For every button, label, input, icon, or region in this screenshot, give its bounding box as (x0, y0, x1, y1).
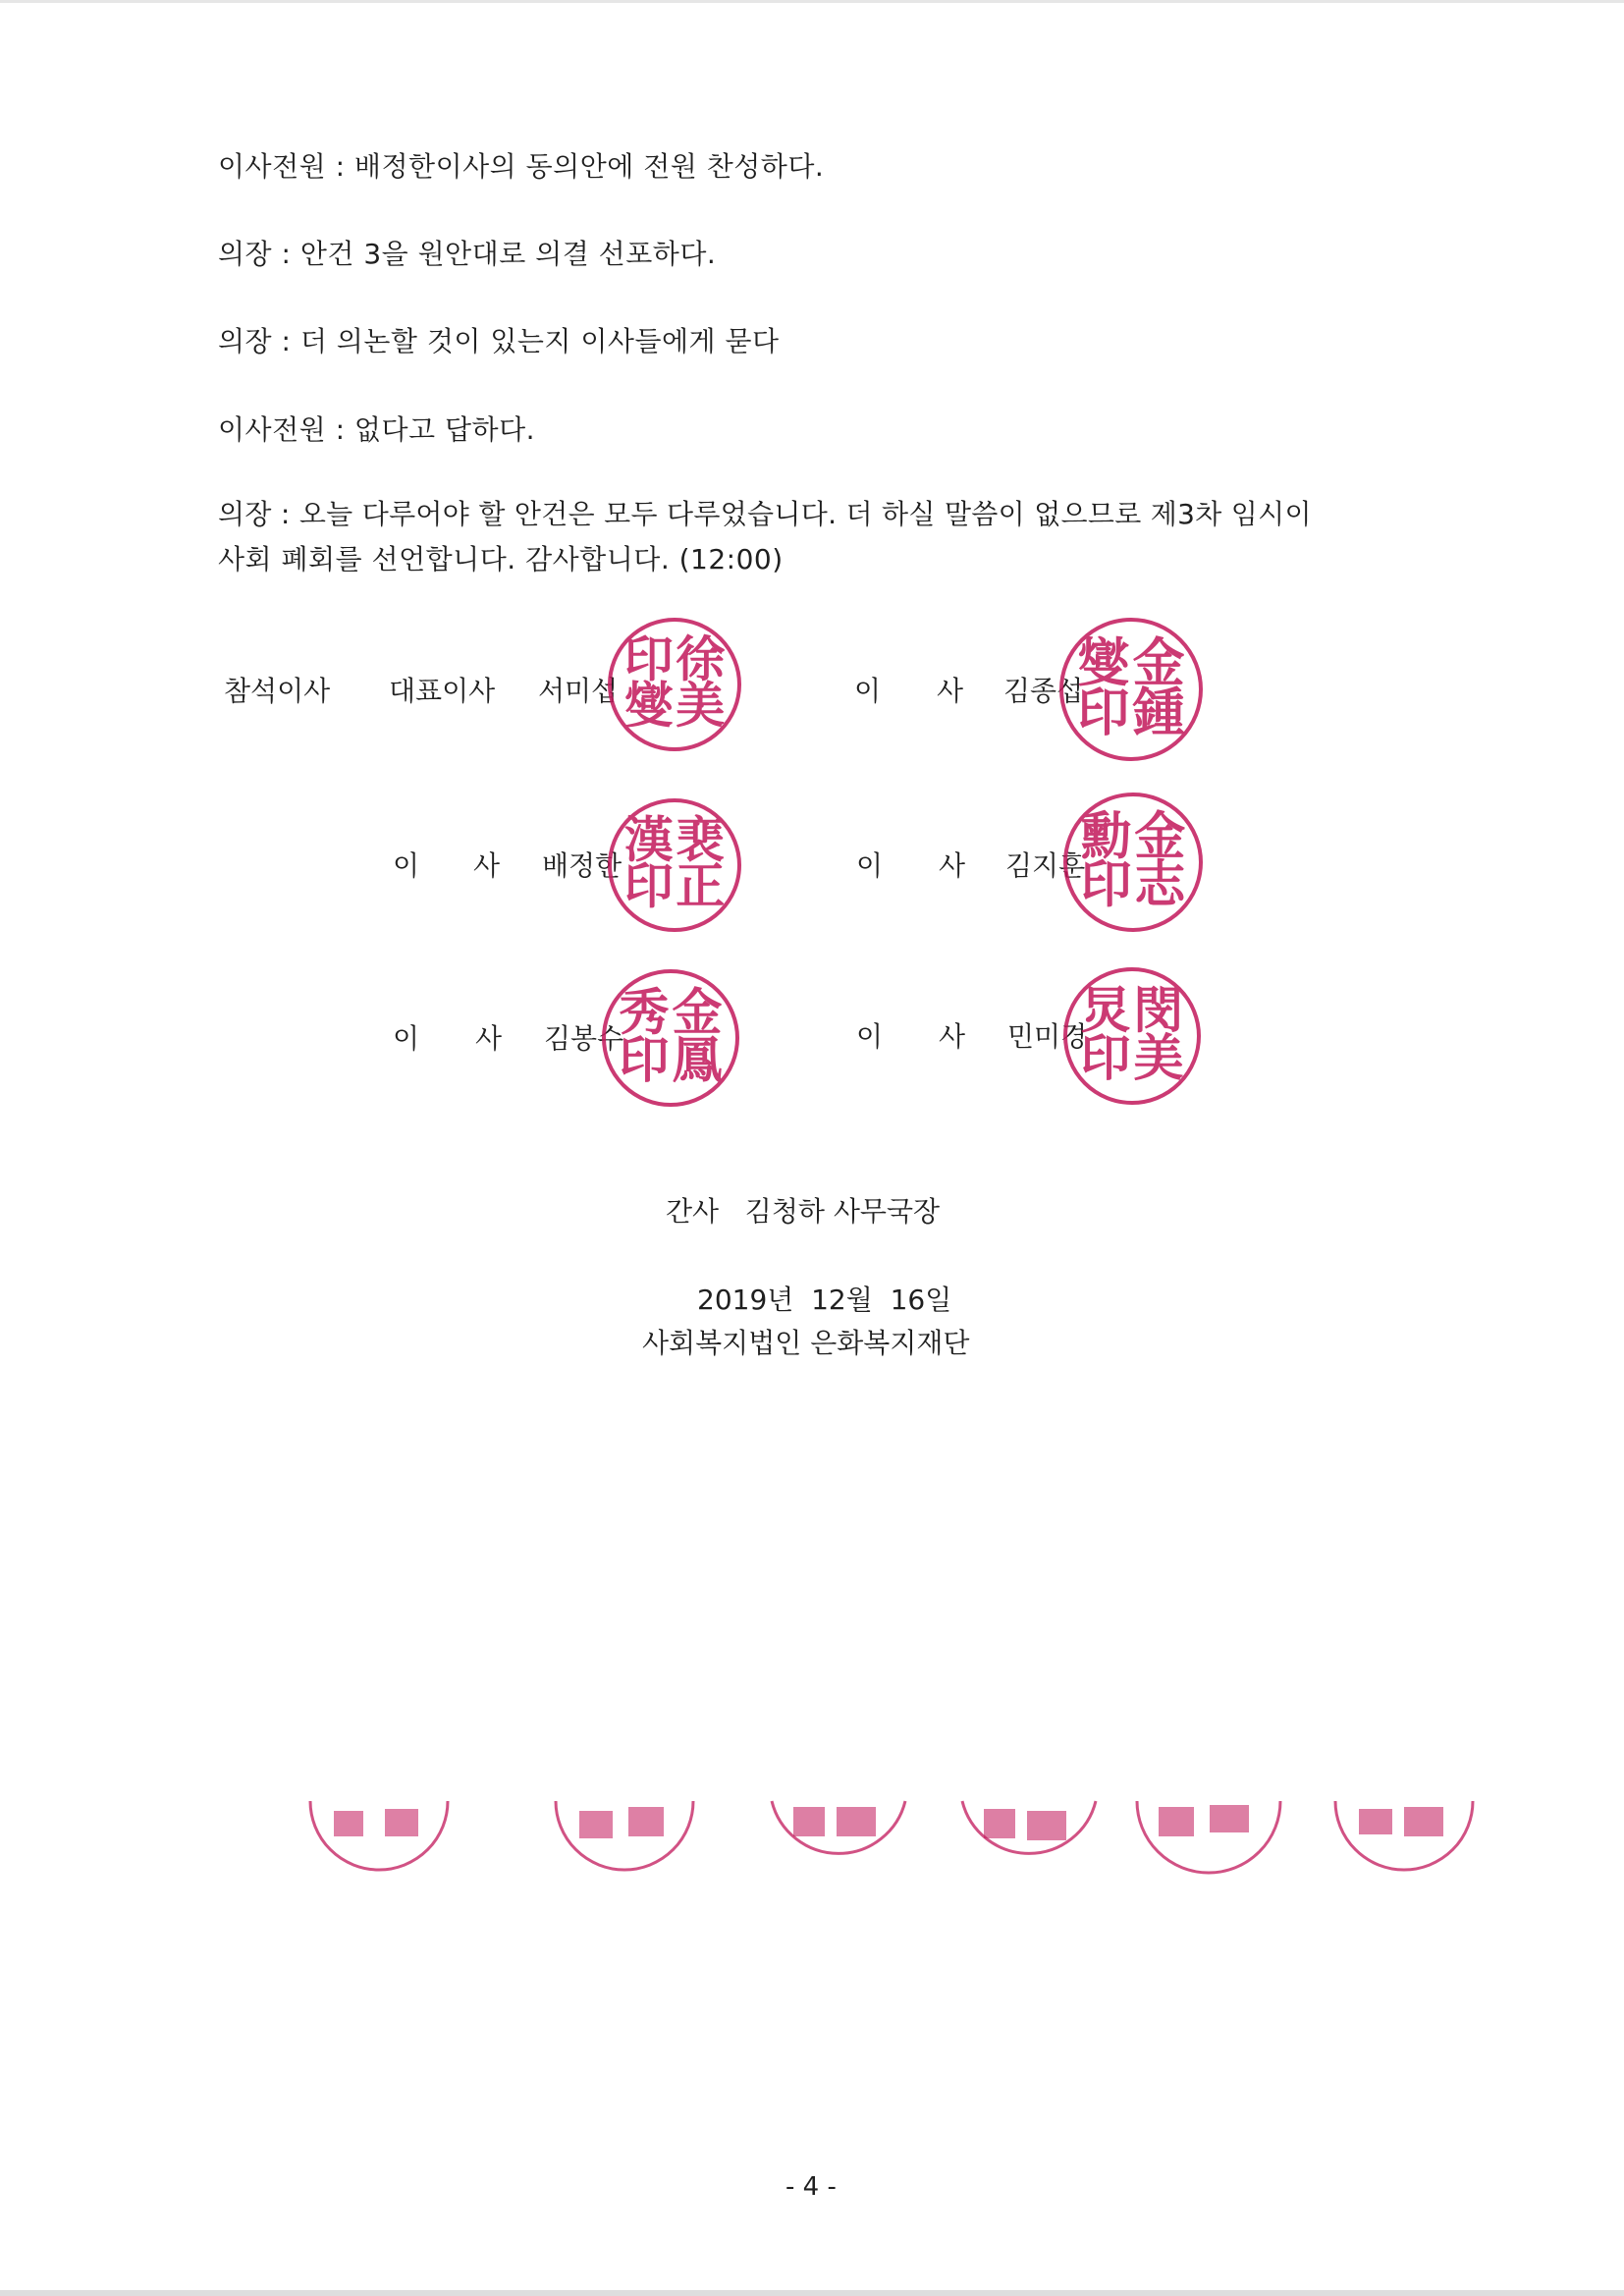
seal-graphic (1062, 792, 1204, 933)
attendee-title: 이 (856, 1020, 884, 1053)
seal-character: 裵 (676, 810, 726, 869)
attendee-title: 이 (854, 675, 882, 707)
scan-edge-bottom (0, 2290, 1624, 2296)
scan-edge-top (0, 0, 1624, 3)
seal-character: 燮 (1077, 632, 1130, 694)
minutes-line-3: 의장 : 더 의논할 것이 있는지 이사들에게 묻다 (218, 325, 780, 357)
seal-character: 美 (676, 676, 726, 735)
seal-graphic (1058, 617, 1204, 762)
seal-character: 閔 (1133, 981, 1184, 1041)
seal-character: 印 (623, 629, 674, 688)
attendee-name: 김봉수 (544, 1022, 624, 1055)
minutes-line-2: 의장 : 안건 3을 원안대로 의결 선포하다. (218, 238, 717, 270)
seal-character: 印 (619, 1030, 670, 1090)
seal-character: 燮 (623, 676, 674, 735)
attendee-name: 민미경 (1007, 1020, 1088, 1053)
secretary-line: 간사 김청하 사무국장 (666, 1195, 941, 1228)
attendee-name: 서미섭 (538, 675, 619, 707)
seal-graphic (1062, 966, 1202, 1106)
seal-stamp (1062, 792, 1204, 933)
seal-character: 徐 (676, 629, 726, 688)
seal-graphic (601, 968, 740, 1108)
seal-character: 美 (1133, 1028, 1184, 1088)
seal-character: 炅 (1080, 981, 1131, 1041)
seal-character: 漢 (623, 810, 674, 869)
seal-character: 印 (1080, 854, 1132, 915)
minutes-line-6: 사회 폐회를 선언합니다. 감사합니다. (12:00) (218, 543, 784, 575)
attendee-title: 사 (475, 1022, 503, 1055)
seal-character: 鍾 (1132, 682, 1185, 743)
seal-stamp (1058, 617, 1204, 762)
seal-character: 金 (1134, 806, 1186, 867)
attendee-name: 배정한 (542, 849, 623, 882)
seal-character: 金 (1132, 632, 1185, 694)
seal-character: 印 (1077, 682, 1130, 743)
attendee-title: 사 (939, 849, 966, 882)
seal-character: 志 (1134, 854, 1186, 915)
seal-character: 印 (623, 856, 674, 915)
partial-seal-strip-graphic (0, 1797, 1624, 1876)
attendee-title: 이 (856, 849, 884, 882)
seal-stamp (1062, 966, 1202, 1106)
seal-character: 鳳 (672, 1030, 723, 1090)
attendee-title: 사 (937, 675, 964, 707)
seal-stamp (607, 797, 742, 933)
attendee-title: 이 (393, 1022, 420, 1055)
seal-character: 勳 (1080, 806, 1132, 867)
seal-graphic (607, 797, 742, 933)
meeting-date: 2019년 12월 16일 (697, 1284, 952, 1316)
seal-character: 金 (672, 983, 723, 1043)
attendee-name: 김종섭 (1003, 675, 1084, 707)
attendee-title: 사 (473, 849, 501, 882)
seal-graphic (607, 617, 742, 752)
seal-character: 秀 (619, 983, 670, 1043)
page-number: - 4 - (785, 2172, 837, 2202)
attendee-title: 이 (393, 849, 420, 882)
seal-character: 印 (1080, 1028, 1131, 1088)
minutes-line-5: 의장 : 오늘 다루어야 할 안건은 모두 다루었습니다. 더 하실 말씀이 없으므로 제3차 임시이 (218, 498, 1312, 530)
attendee-title: 사 (939, 1020, 966, 1053)
seal-stamp (601, 968, 740, 1108)
attendee-title: 대표이사 (389, 675, 496, 707)
organization-name: 사회복지법인 은화복지재단 (642, 1327, 970, 1359)
seal-character: 正 (676, 856, 726, 915)
partial-seal-strip (0, 1797, 1624, 1876)
attendees-heading: 참석이사 (224, 675, 331, 707)
seal-stamp (607, 617, 742, 752)
minutes-line-1: 이사전원 : 배정한이사의 동의안에 전원 찬성하다. (218, 150, 825, 183)
minutes-line-4: 이사전원 : 없다고 답하다. (218, 413, 536, 446)
attendee-name: 김지훈 (1005, 849, 1086, 882)
